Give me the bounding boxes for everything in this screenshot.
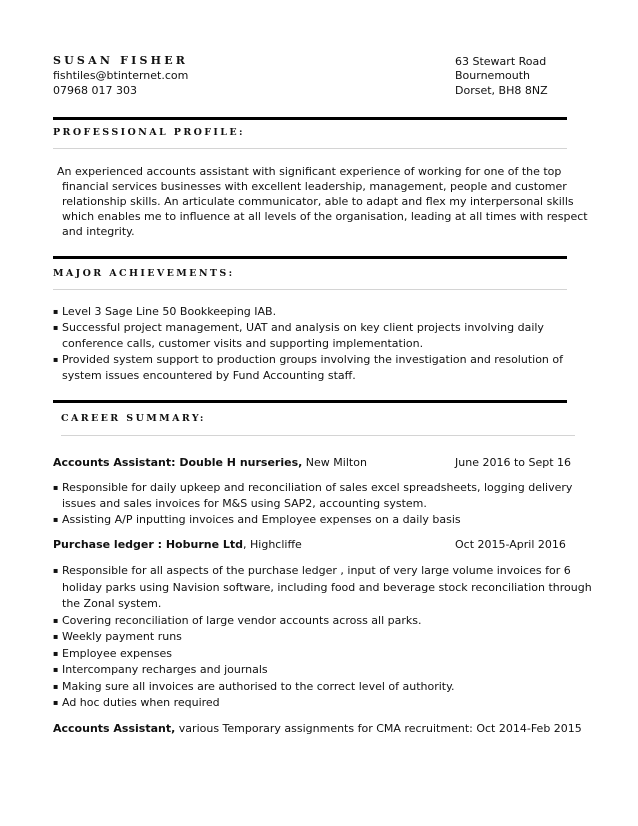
job-dates: June 2016 to Sept 16 (455, 456, 572, 469)
profile-line: financial services businesses with excellent leadership, management, people and customer (62, 180, 567, 193)
job-title: Purchase ledger : Hoburne Ltd (53, 538, 244, 551)
bullet-icon: ▪ (53, 515, 59, 524)
bullet-icon: ▪ (53, 615, 59, 625)
bullet-icon: ▪ (53, 632, 59, 641)
section-rule-thin (61, 435, 575, 436)
phone-text: 07968 017 303 (53, 84, 137, 97)
section-rule-thin (53, 148, 567, 149)
bullet-icon: ▪ (53, 483, 59, 492)
career-heading: CAREER SUMMARY: (61, 413, 206, 424)
profile-line: which enables me to influence at all levels of the organisation, leading at all times with respect (62, 210, 588, 223)
list-item: ▪ Successful project management, UAT and analysis on key client projects involving daily conference calls, customer visits and supporting implementation. (53, 321, 544, 350)
job-duties-list (53, 563, 592, 712)
address-line-3: Dorset, BH8 8NZ (455, 84, 548, 97)
list-item: ▪ Weekly payment runs (53, 630, 182, 643)
list-item: ▪ Making sure all invoices are authorised to the correct level of authority. (53, 679, 455, 693)
bullet-icon: ▪ (53, 355, 59, 364)
list-item: ▪ Provided system support to production groups involving the investigation and resolution of system issues encountered by Fund Accounting staff. (53, 353, 563, 382)
bullet-icon: ▪ (53, 648, 59, 658)
section-rule (53, 117, 567, 120)
bullet-icon: ▪ (53, 307, 59, 316)
bullet-icon: ▪ (53, 323, 59, 332)
bullet-icon: ▪ (53, 665, 59, 674)
job-location: , Highcliffe (243, 538, 302, 551)
section-rule-thin (53, 289, 567, 290)
section-rule (53, 256, 567, 259)
list-item: ▪ Responsible for all aspects of the purchase ledger , input of very large volume invoices for 6 holiday parks using Navision software, including food and beverage stock reconciliation through the Zonal system. (53, 564, 592, 610)
list-item: ▪ Intercompany recharges and journals (53, 663, 268, 676)
profile-paragraph (57, 164, 588, 239)
profile-line: An experienced accounts assistant with significant experience of working for one of the top (57, 165, 562, 178)
profile-heading: PROFESSIONAL PROFILE: (53, 127, 245, 138)
list-item: ▪ Responsible for daily upkeep and reconciliation of sales excel spreadsheets, logging delivery issues and sales invoices for M&S using SAP2, accounting system. (53, 481, 573, 510)
profile-line: and integrity. (62, 225, 135, 238)
job-location: New Milton (302, 456, 367, 469)
section-rule (53, 400, 567, 403)
job-dates: Oct 2015-April 2016 (455, 538, 566, 551)
job-title-line (53, 722, 582, 735)
list-item: ▪ Level 3 Sage Line 50 Bookkeeping IAB. (53, 305, 277, 318)
candidate-name: SUSAN FISHER (53, 54, 189, 67)
profile-line: relationship skills. An articulate communicator, able to adapt and flex my interpersonal skills (62, 195, 574, 208)
address-line-2: Bournemouth (455, 69, 531, 82)
address-line-1: 63 Stewart Road (455, 55, 547, 68)
bullet-icon: ▪ (53, 566, 59, 575)
job-title: Accounts Assistant: Double H nurseries, (53, 456, 303, 469)
bullet-icon: ▪ (53, 698, 59, 707)
job-title: Accounts Assistant, (53, 722, 176, 735)
job-duties-list (53, 480, 573, 528)
bullet-icon: ▪ (53, 681, 59, 691)
list-item: ▪ Assisting A/P inputting invoices and Employee expenses on a daily basis (53, 513, 461, 526)
job-title-line (53, 538, 302, 551)
email-text: fishtiles@btinternet.com (53, 69, 189, 82)
job-title-line (53, 456, 367, 469)
list-item: ▪ Ad hoc duties when required (53, 696, 220, 709)
achievements-heading: MAJOR ACHIEVEMENTS: (53, 268, 235, 279)
achievements-list (53, 304, 573, 384)
list-item: ▪ Employee expenses (53, 646, 173, 660)
job-location: various Temporary assignments for CMA recruitment: Oct 2014-Feb 2015 (175, 722, 582, 735)
list-item: ▪ Covering reconciliation of large vendor accounts across all parks. (53, 613, 422, 627)
